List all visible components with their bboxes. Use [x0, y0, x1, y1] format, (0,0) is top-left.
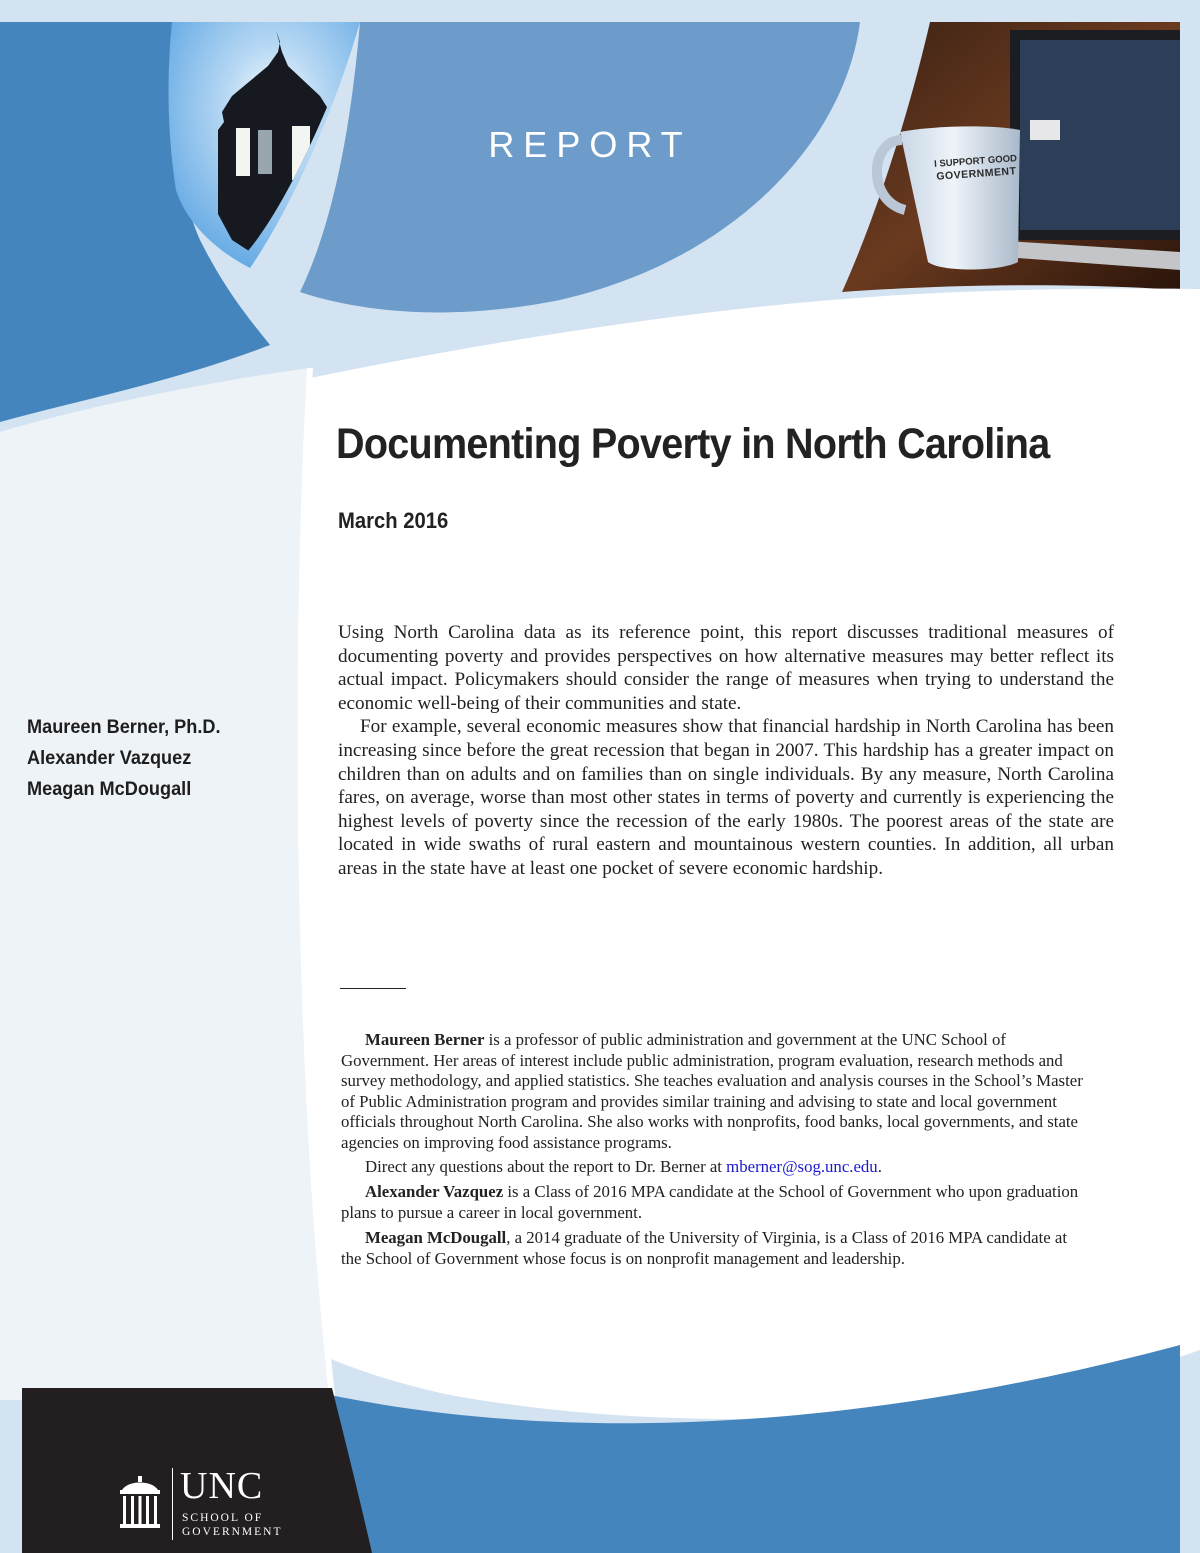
abstract: [338, 621, 1114, 881]
contact-suffix: .: [877, 1156, 882, 1176]
note-mcdougall: [341, 1228, 1089, 1269]
note-name: Alexander Vazquez: [365, 1182, 504, 1202]
note-contact: [341, 1157, 1089, 1178]
mug-print-line2: GOVERNMENT: [935, 165, 1017, 183]
mug-print-line1: I SUPPORT GOOD: [933, 153, 1018, 170]
contact-text: Direct any questions about the report to Dr. Berner at: [365, 1156, 727, 1176]
abstract-paragraph: Using North Carolina data as its reference point, this report discusses traditional measures of documenting poverty and provides perspectives on how alternative measures may better reflect its actual impact. Policymakers should consider the range of measures when trying to understand the economic well-being of their communities and state.: [338, 622, 1114, 714]
logo-unc: UNC: [180, 1465, 264, 1507]
report-label: REPORT: [488, 124, 692, 165]
logo-school-of: SCHOOL OF: [182, 1512, 264, 1524]
old-well-icon: [118, 1476, 162, 1532]
author-name: Meagan McDougall: [27, 778, 192, 800]
report-title: Documenting Poverty in North Carolina: [336, 420, 1050, 468]
footnote-rule: [340, 988, 406, 989]
author-list: [27, 712, 269, 805]
logo-divider: [172, 1468, 173, 1540]
note-bio: , a 2014 graduate of the University of Virginia, is a Class of 2016 MPA candidate at the School of Government whose focus is on nonprofit management and leadership.: [341, 1228, 1067, 1268]
author-name: Alexander Vazquez: [27, 747, 192, 769]
note-name: Meagan McDougall: [365, 1228, 507, 1248]
abstract-paragraph: For example, several economic measures show that financial hardship in North Carolina has been increasing since before the great recession that began in 2007. This hardship has a greater impact on children than on adults and on families than on single individuals. By any measure, North Carolina fares, on average, worse than most other states in terms of poverty and currently is experiencing the highest levels of poverty since the recession of the early 1980s. The poorest areas of the state are located in wide swaths of rural eastern and mountainous western counties. In addition, all urban areas in the state have at least one pocket of severe economic hardship.: [338, 716, 1114, 879]
note-name: Maureen Berner: [365, 1030, 485, 1049]
author-name: Maureen Berner, Ph.D.: [27, 716, 221, 738]
unc-sog-logo: [118, 1465, 318, 1548]
report-date: March 2016: [338, 508, 449, 533]
note-bio: is a professor of public administration and government at the UNC School of Government. Her areas of interest include public administration, program evaluation, research methods and survey methodology, and applied statistics. She teaches evaluation and analysis courses in the School’s Master of Public Administration program and provides similar training and advising to state and local government officials throughout North Carolina. She also works with nonprofits, food banks, local governments, and state agencies on improving food assistance programs.: [341, 1030, 1083, 1152]
logo-government: GOVERNMENT: [182, 1526, 283, 1538]
author-notes: [341, 1030, 1089, 1275]
contact-email-link[interactable]: mberner@sog.unc.edu: [726, 1156, 878, 1176]
note-bio: is a Class of 2016 MPA candidate at the School of Government who upon graduation plans to pursue a career in local government.: [341, 1182, 1079, 1222]
left-author-panel: [0, 368, 330, 1400]
note-vazquez: [341, 1182, 1089, 1223]
note-berner: [341, 1030, 1089, 1154]
